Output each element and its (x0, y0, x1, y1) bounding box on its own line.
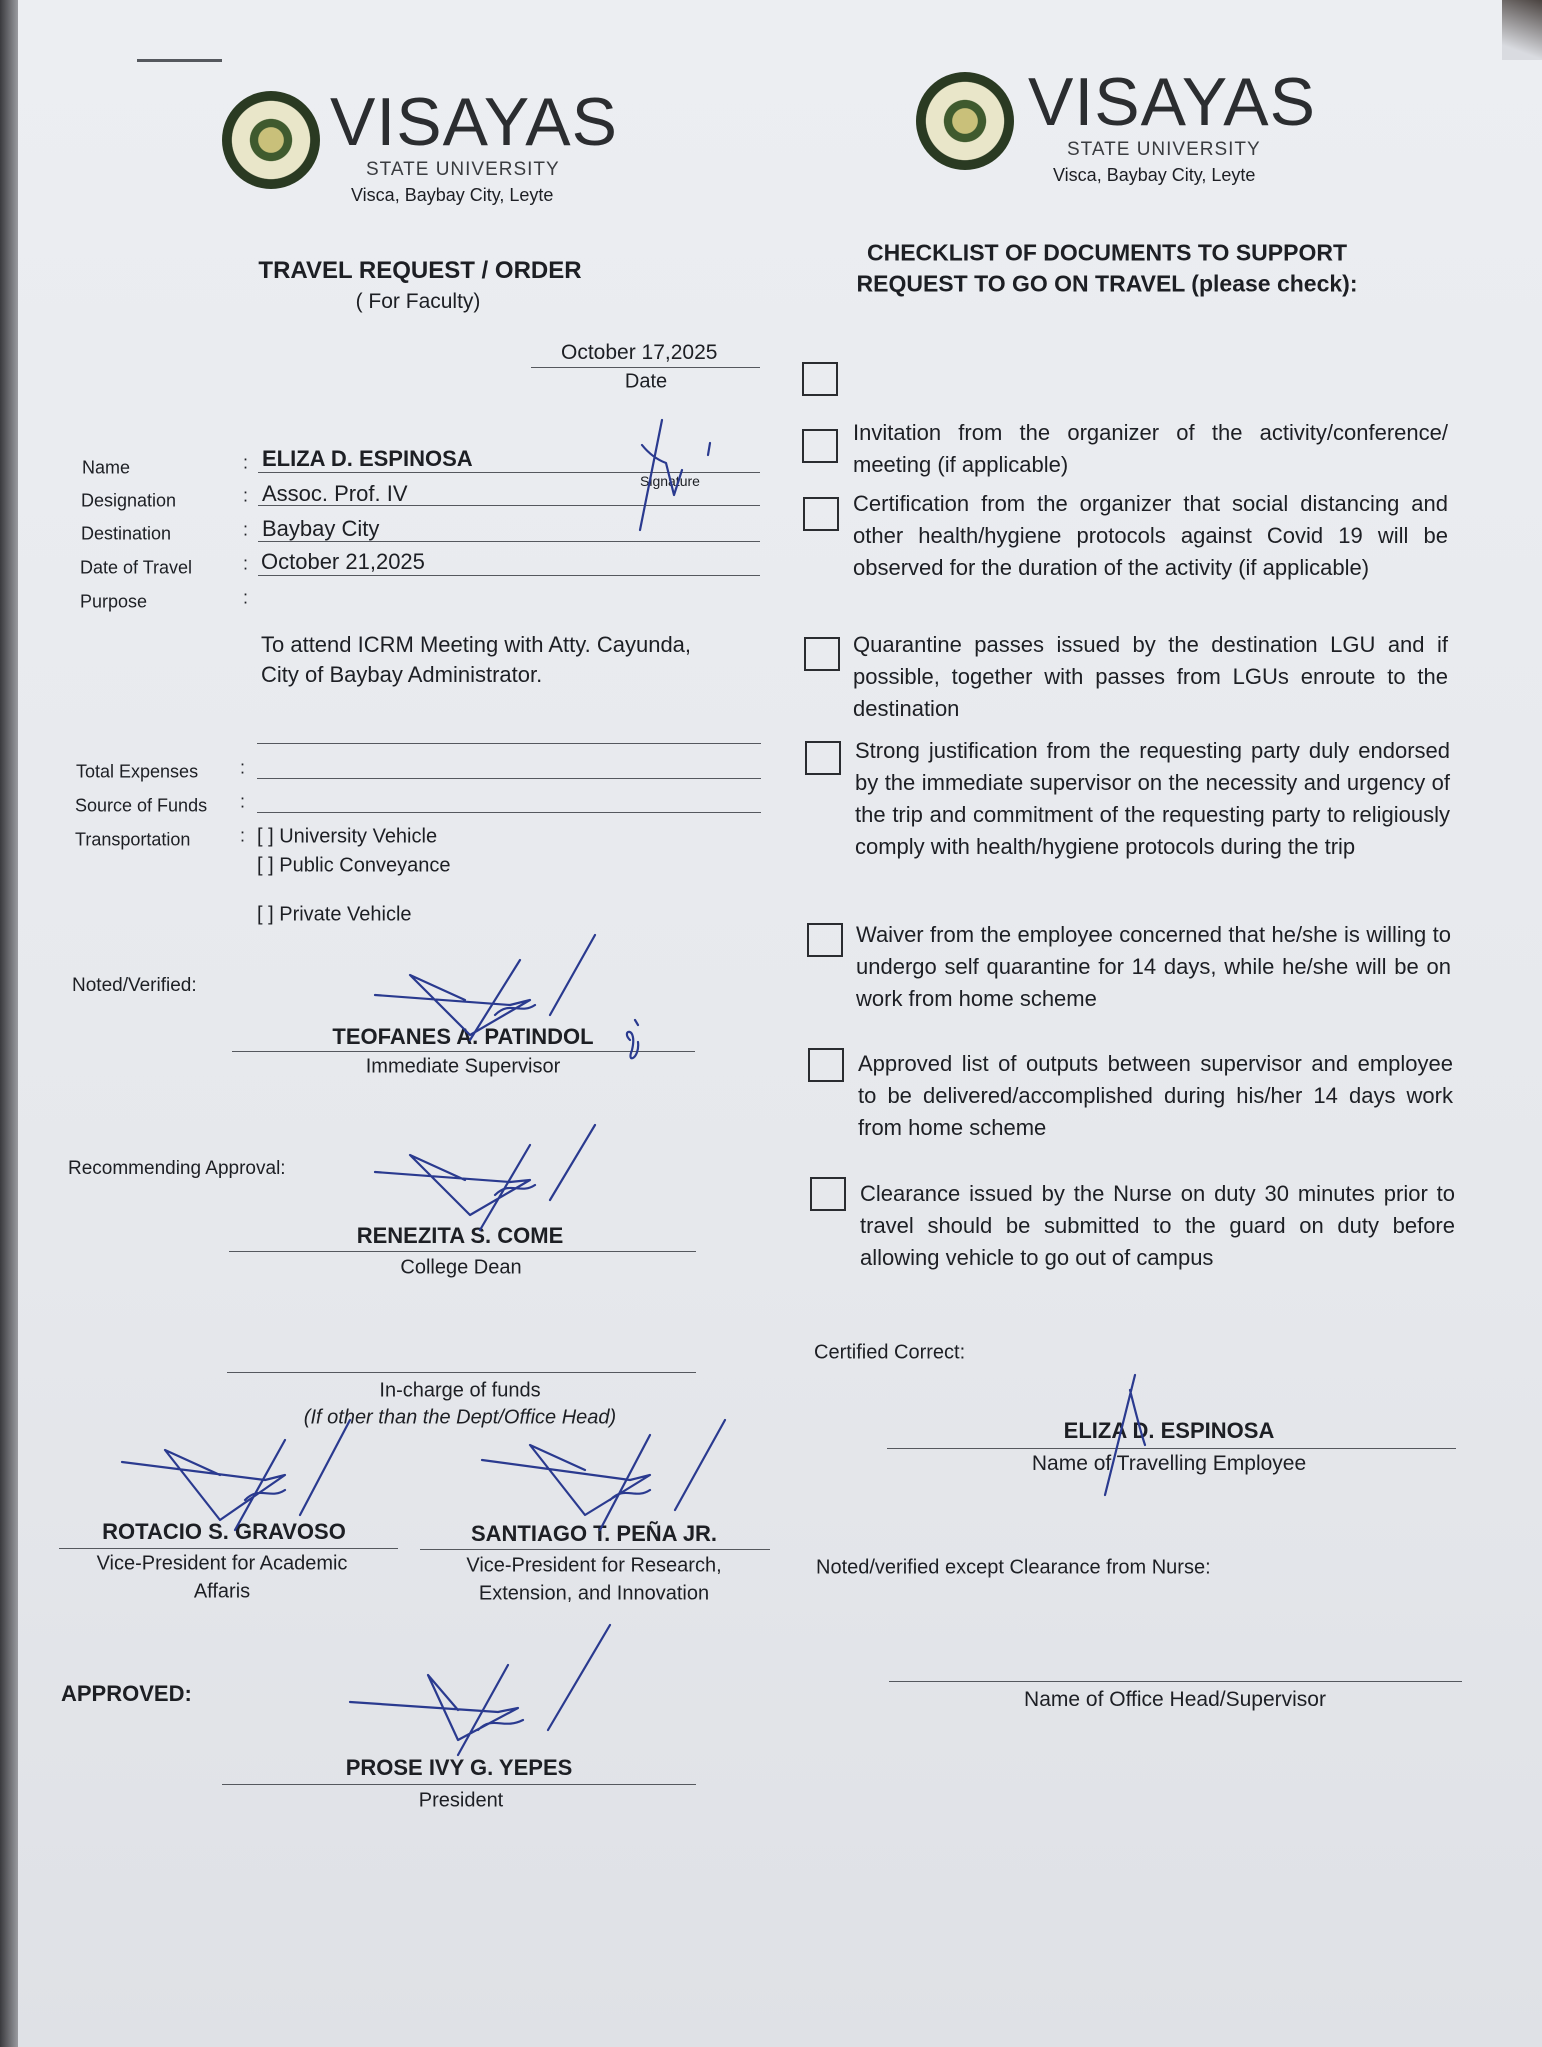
address: Visca, Baybay City, Leyte (1053, 165, 1256, 185)
checklist-checkbox[interactable] (807, 923, 843, 957)
funds-title: In-charge of funds (379, 1379, 541, 1402)
university-seal-logo (916, 72, 1014, 170)
checklist-checkbox[interactable] (803, 497, 839, 531)
certified-correct-label: Certified Correct: (814, 1341, 966, 1364)
colon: : (240, 791, 246, 812)
checklist-checkbox[interactable] (802, 362, 838, 396)
destination-label: Destination (81, 523, 172, 544)
signature-label: Signature (640, 473, 700, 489)
approved-label: APPROVED: (61, 1681, 192, 1706)
noted-verified-label: Noted/Verified: (72, 975, 197, 996)
colon: : (240, 757, 246, 778)
vp-academic-title-line1: Vice-President for Academic (96, 1552, 348, 1575)
checklist-checkbox[interactable] (804, 637, 840, 671)
source-of-funds-label: Source of Funds (75, 795, 208, 816)
supervisor-title: Immediate Supervisor (365, 1055, 561, 1078)
dean-signature-icon (370, 1120, 600, 1230)
checklist-item-approved-outputs: Approved list of outputs between supervisor and employee to be delivered/accomplished during his/her 14 days work from home scheme (858, 1051, 1453, 1140)
checklist-item-justification: Strong justification from the requesting party duly endorsed by the immediate supervisor on the necessity and urgency of the trip and commitment of the requesting party to religiously comply with health/hygiene protocols during the trip (855, 738, 1450, 859)
checklist-item-nurse-clearance: Clearance issued by the Nurse on duty 30 minutes prior to travel should be submitted to the guard on duty before allowing vehicle to go out of campus (860, 1181, 1455, 1270)
form-title: TRAVEL REQUEST / ORDER (258, 257, 582, 284)
form-subtitle: ( For Faculty) (355, 290, 481, 313)
employee-signature-icon (630, 415, 720, 535)
brand-name: VISAYAS (1028, 64, 1316, 140)
vp-research-title-line2: Extension, and Innovation (478, 1582, 710, 1605)
office-head-title: Name of Office Head/Supervisor (1024, 1688, 1326, 1711)
dean-line (229, 1251, 696, 1252)
president-line (222, 1784, 696, 1785)
transportation-label: Transportation (75, 829, 191, 850)
document-page (18, 0, 1542, 2047)
name-value: ELIZA D. ESPINOSA (262, 446, 473, 471)
colon: : (243, 485, 249, 506)
purpose-value-line1: To attend ICRM Meeting with Atty. Cayunda, (261, 632, 692, 657)
funds-line (227, 1372, 696, 1373)
vp-academic-signature-icon (120, 1420, 350, 1530)
name-label: Name (82, 457, 131, 478)
checklist-title-line1: CHECKLIST OF DOCUMENTS TO SUPPORT (866, 239, 1348, 266)
date-of-travel-line (258, 575, 760, 576)
transport-option-university-vehicle[interactable]: [ ] University Vehicle (257, 825, 438, 848)
transport-option-public-conveyance[interactable]: [ ] Public Conveyance (257, 854, 451, 877)
source-of-funds-line[interactable] (257, 812, 761, 813)
page-left-edge (0, 0, 18, 2047)
checklist-checkbox[interactable] (802, 429, 838, 463)
total-expenses-label: Total Expenses (76, 761, 199, 782)
employee-name: ELIZA D. ESPINOSA (1063, 1418, 1275, 1443)
destination-value: Baybay City (262, 516, 380, 541)
noted-except-label: Noted/verified except Clearance from Nurse: (816, 1556, 1211, 1579)
colon: : (243, 587, 249, 608)
president-title: President (418, 1789, 504, 1812)
colon: : (243, 553, 249, 574)
top-mark (137, 59, 222, 62)
supervisor-name: TEOFANES A. PATINDOL (332, 1024, 594, 1049)
vp-academic-line (59, 1548, 398, 1549)
vp-research-signature-icon (480, 1420, 730, 1530)
checklist-item-quarantine-passes: Quarantine passes issued by the destination LGU and if possible, together with passes from LGUs enroute to the destination (853, 632, 1448, 721)
checklist-title-line2: REQUEST TO GO ON TRAVEL (please check): (856, 270, 1358, 297)
colon: : (243, 452, 249, 473)
vp-academic-title-line2: Affaris (193, 1580, 251, 1603)
brand-name: VISAYAS (330, 84, 618, 160)
transport-option-private-vehicle[interactable]: [ ] Private Vehicle (257, 903, 412, 926)
president-signature-icon (348, 1620, 618, 1760)
colon: : (240, 825, 246, 846)
dean-title: College Dean (400, 1256, 522, 1279)
date-line (531, 367, 760, 368)
date-label: Date (624, 370, 668, 393)
employee-title: Name of Travelling Employee (1031, 1452, 1307, 1475)
purpose-value-line2: City of Baybay Administrator. (261, 662, 543, 687)
destination-line (258, 541, 760, 542)
funds-note: (If other than the Dept/Office Head) (303, 1406, 617, 1429)
vp-research-title-line1: Vice-President for Research, (466, 1554, 722, 1577)
checklist-checkbox[interactable] (805, 741, 841, 775)
designation-label: Designation (81, 490, 177, 511)
purpose-label: Purpose (80, 591, 148, 612)
page-corner-shadow (1502, 0, 1542, 60)
employee-certified-signature-icon (1095, 1370, 1175, 1500)
total-expenses-line[interactable] (257, 778, 761, 779)
date-of-travel-value: October 21,2025 (261, 549, 425, 574)
colon: : (243, 519, 249, 540)
university-seal-logo (222, 91, 320, 189)
date-of-travel-label: Date of Travel (80, 557, 193, 578)
supervisor-signature-icon (370, 930, 600, 1040)
checklist-item-certification: Certification from the organizer that social distancing and other health/hygiene protocols against Covid 19 will be observed for the duration of the activity (if applicable) (853, 491, 1448, 580)
brand-subtitle: STATE UNIVERSITY (1067, 139, 1261, 160)
president-name: PROSE IVY G. YEPES (345, 1755, 573, 1780)
vp-research-name: SANTIAGO T. PEÑA JR. (470, 1521, 718, 1546)
dean-name: RENEZITA S. COME (356, 1223, 564, 1248)
vp-academic-name: ROTACIO S. GRAVOSO (102, 1519, 346, 1544)
date-value: October 17,2025 (561, 341, 718, 364)
office-head-line[interactable] (889, 1681, 1462, 1682)
checklist-item-waiver: Waiver from the employee concerned that he/she is willing to undergo self quarantine for 14 days, while he/she will be on work from home scheme (856, 922, 1451, 1011)
address: Visca, Baybay City, Leyte (351, 185, 554, 205)
brand-subtitle: STATE UNIVERSITY (366, 159, 560, 180)
recommending-approval-label: Recommending Approval: (68, 1158, 286, 1179)
checklist-checkbox[interactable] (810, 1177, 846, 1211)
purpose-line (257, 743, 761, 744)
checklist-item-invitation: Invitation from the organizer of the activity/conference/ meeting (if applicable) (853, 420, 1448, 477)
vp-research-line (420, 1549, 770, 1550)
checklist-checkbox[interactable] (808, 1048, 844, 1082)
designation-value: Assoc. Prof. IV (262, 481, 408, 506)
supervisor-line (232, 1051, 695, 1052)
